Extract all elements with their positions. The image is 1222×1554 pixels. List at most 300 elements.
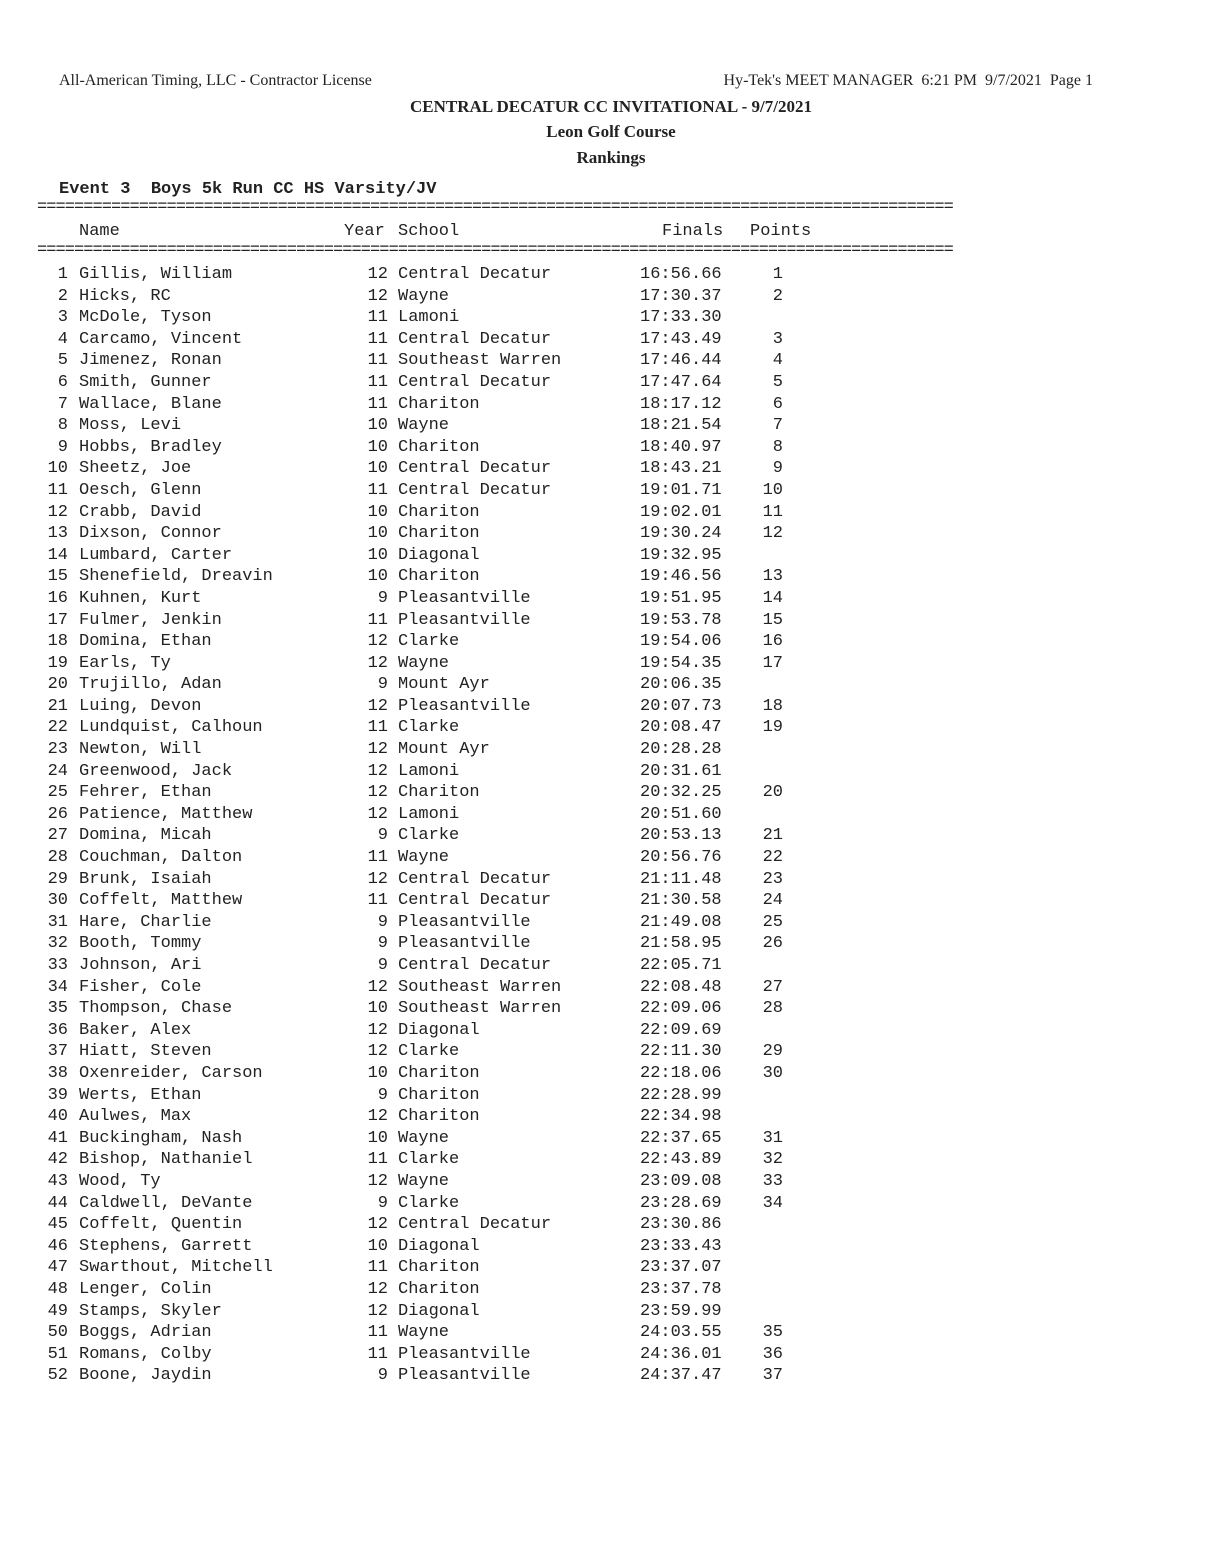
result-row — [0, 1149, 900, 1171]
result-name: Greenwood, Jack — [79, 761, 233, 781]
result-row — [0, 264, 900, 286]
result-year: 11 — [367, 610, 388, 630]
result-school: Central Decatur — [398, 480, 552, 500]
result-year: 11 — [367, 480, 388, 500]
result-points: 4 — [772, 351, 783, 371]
result-year: 9 — [377, 826, 388, 846]
result-row — [0, 588, 900, 610]
result-year: 11 — [367, 891, 388, 911]
result-school: Central Decatur — [398, 459, 552, 479]
col-school-header: School — [398, 222, 460, 241]
result-place: 30 — [47, 891, 68, 911]
result-points: 15 — [762, 610, 783, 630]
result-school: Clarke — [398, 1150, 460, 1170]
result-points: 14 — [762, 588, 783, 608]
result-name: Aulwes, Max — [79, 1107, 192, 1127]
result-school: Clarke — [398, 1193, 460, 1213]
result-name: Lenger, Colin — [79, 1279, 212, 1299]
result-place: 21 — [47, 696, 68, 716]
result-name: Smith, Gunner — [79, 372, 212, 392]
result-time: 17:43.49 — [640, 329, 722, 349]
result-name: Caldwell, DeVante — [79, 1193, 253, 1213]
result-row — [0, 610, 900, 632]
result-time: 23:37.78 — [640, 1279, 722, 1299]
result-time: 19:53.78 — [640, 610, 722, 630]
result-place: 22 — [47, 718, 68, 738]
result-row — [0, 912, 900, 934]
result-time: 24:37.47 — [640, 1366, 722, 1386]
result-name: Jimenez, Ronan — [79, 351, 222, 371]
result-row — [0, 847, 900, 869]
result-year: 9 — [377, 934, 388, 954]
results-table — [0, 264, 900, 1387]
result-time: 19:02.01 — [640, 502, 722, 522]
result-school: Chariton — [398, 1063, 480, 1083]
result-place: 10 — [47, 459, 68, 479]
result-row — [0, 955, 900, 977]
result-row — [0, 1193, 900, 1215]
result-time: 19:54.06 — [640, 632, 722, 652]
result-year: 11 — [367, 1323, 388, 1343]
result-name: Lundquist, Calhoun — [79, 718, 263, 738]
result-name: Moss, Levi — [79, 416, 182, 436]
result-place: 23 — [47, 740, 68, 760]
result-school: Diagonal — [398, 1301, 480, 1321]
result-name: Wallace, Blane — [79, 394, 222, 414]
result-place: 45 — [47, 1215, 68, 1235]
result-time: 20:56.76 — [640, 848, 722, 868]
result-name: Oxenreider, Carson — [79, 1063, 263, 1083]
result-place: 38 — [47, 1063, 68, 1083]
result-place: 35 — [47, 999, 68, 1019]
result-school: Wayne — [398, 848, 450, 868]
result-points: 13 — [762, 567, 783, 587]
result-place: 50 — [47, 1323, 68, 1343]
result-year: 11 — [367, 848, 388, 868]
result-name: Fehrer, Ethan — [79, 783, 212, 803]
result-school: Chariton — [398, 1258, 480, 1278]
result-school: Chariton — [398, 524, 480, 544]
result-points: 16 — [762, 632, 783, 652]
result-points: 9 — [772, 459, 783, 479]
result-place: 13 — [47, 524, 68, 544]
result-row — [0, 286, 900, 308]
result-year: 10 — [367, 999, 388, 1019]
result-year: 10 — [367, 502, 388, 522]
result-time: 18:21.54 — [640, 416, 722, 436]
result-row — [0, 1085, 900, 1107]
result-points: 6 — [772, 394, 783, 414]
result-name: Romans, Colby — [79, 1344, 212, 1364]
result-name: Hicks, RC — [79, 286, 171, 306]
result-points: 2 — [772, 286, 783, 306]
result-school: Wayne — [398, 416, 450, 436]
result-row — [0, 1257, 900, 1279]
result-points: 36 — [762, 1344, 783, 1364]
result-year: 12 — [367, 632, 388, 652]
result-school: Clarke — [398, 826, 460, 846]
result-row — [0, 674, 900, 696]
result-place: 7 — [57, 394, 68, 414]
result-time: 17:46.44 — [640, 351, 722, 371]
result-year: 12 — [367, 286, 388, 306]
result-points: 20 — [762, 783, 783, 803]
result-year: 11 — [367, 1258, 388, 1278]
result-row — [0, 523, 900, 545]
result-place: 44 — [47, 1193, 68, 1213]
result-year: 11 — [367, 394, 388, 414]
result-school: Southeast Warren — [398, 999, 562, 1019]
result-place: 52 — [47, 1366, 68, 1386]
result-name: Kuhnen, Kurt — [79, 588, 202, 608]
result-row — [0, 1344, 900, 1366]
report-title: Rankings — [576, 148, 646, 167]
result-year: 12 — [367, 653, 388, 673]
result-row — [0, 653, 900, 675]
result-year: 9 — [377, 1193, 388, 1213]
result-time: 17:47.64 — [640, 372, 722, 392]
result-school: Wayne — [398, 1171, 450, 1191]
result-school: Central Decatur — [398, 1215, 552, 1235]
result-place: 31 — [47, 912, 68, 932]
result-name: Brunk, Isaiah — [79, 869, 212, 889]
result-time: 22:05.71 — [640, 956, 722, 975]
result-points: 30 — [762, 1063, 783, 1083]
result-name: Luing, Devon — [79, 696, 202, 716]
result-row — [0, 307, 900, 329]
result-time: 17:30.37 — [640, 286, 722, 306]
result-time: 22:08.48 — [640, 977, 722, 997]
result-time: 18:40.97 — [640, 437, 722, 457]
venue-title: Leon Golf Course — [546, 122, 676, 141]
result-time: 20:28.28 — [640, 740, 722, 760]
result-time: 18:43.21 — [640, 459, 722, 479]
result-points: 32 — [762, 1150, 783, 1170]
result-year: 10 — [367, 1128, 388, 1148]
result-row — [0, 545, 900, 567]
event-heading: Event 3 Boys 5k Run CC HS Varsity/JV — [59, 180, 437, 199]
result-row — [0, 717, 900, 739]
result-points: 29 — [762, 1042, 783, 1062]
result-year: 10 — [367, 459, 388, 479]
result-school: Central Decatur — [398, 869, 552, 889]
result-points: 23 — [762, 869, 783, 889]
result-row — [0, 437, 900, 459]
result-year: 11 — [367, 351, 388, 371]
result-school: Clarke — [398, 718, 460, 738]
result-row — [0, 1301, 900, 1323]
result-school: Clarke — [398, 1042, 460, 1062]
result-school: Chariton — [398, 1107, 480, 1127]
result-school: Pleasantville — [398, 1344, 531, 1364]
result-school: Mount Ayr — [398, 675, 490, 695]
result-place: 40 — [47, 1107, 68, 1127]
result-row — [0, 415, 900, 437]
result-school: Lamoni — [398, 761, 460, 781]
result-name: Sheetz, Joe — [79, 459, 192, 479]
result-name: Dixson, Connor — [79, 524, 222, 544]
result-place: 12 — [47, 502, 68, 522]
result-name: Oesch, Glenn — [79, 480, 202, 500]
result-name: Couchman, Dalton — [79, 848, 243, 868]
result-school: Diagonal — [398, 1236, 480, 1256]
result-year: 12 — [367, 869, 388, 889]
result-place: 39 — [47, 1085, 68, 1105]
result-name: Lumbard, Carter — [79, 545, 233, 565]
result-row — [0, 394, 900, 416]
result-row — [0, 1365, 900, 1387]
result-time: 19:32.95 — [640, 545, 722, 565]
result-name: Domina, Ethan — [79, 632, 212, 652]
result-time: 23:28.69 — [640, 1193, 722, 1213]
result-name: Coffelt, Quentin — [79, 1215, 243, 1235]
result-year: 10 — [367, 1063, 388, 1083]
col-year-header: Year — [344, 222, 385, 241]
result-row — [0, 1020, 900, 1042]
result-school: Clarke — [398, 632, 460, 652]
result-name: Crabb, David — [79, 502, 202, 522]
result-row — [0, 977, 900, 999]
result-time: 23:37.07 — [640, 1258, 722, 1278]
result-name: Fulmer, Jenkin — [79, 610, 222, 630]
result-place: 29 — [47, 869, 68, 889]
result-name: Hare, Charlie — [79, 912, 212, 932]
result-place: 42 — [47, 1150, 68, 1170]
result-name: Shenefield, Dreavin — [79, 567, 273, 587]
result-year: 10 — [367, 437, 388, 457]
result-school: Central Decatur — [398, 329, 552, 349]
result-row — [0, 825, 900, 847]
result-time: 23:33.43 — [640, 1236, 722, 1256]
result-time: 20:32.25 — [640, 783, 722, 803]
result-name: Swarthout, Mitchell — [79, 1258, 273, 1278]
result-row — [0, 739, 900, 761]
result-name: Boggs, Adrian — [79, 1323, 212, 1343]
result-points: 25 — [762, 912, 783, 932]
result-time: 24:03.55 — [640, 1323, 722, 1343]
result-year: 9 — [377, 588, 388, 608]
result-year: 9 — [377, 1366, 388, 1386]
result-place: 27 — [47, 826, 68, 846]
result-year: 9 — [377, 1085, 388, 1105]
result-name: Newton, Will — [79, 740, 202, 760]
result-points: 7 — [772, 416, 783, 436]
header-license: All-American Timing, LLC - Contractor License — [59, 72, 372, 89]
result-school: Wayne — [398, 653, 450, 673]
result-name: Johnson, Ari — [79, 956, 202, 975]
result-time: 22:37.65 — [640, 1128, 722, 1148]
result-school: Lamoni — [398, 308, 460, 328]
result-school: Chariton — [398, 567, 480, 587]
result-time: 23:30.86 — [640, 1215, 722, 1235]
result-time: 22:43.89 — [640, 1150, 722, 1170]
result-time: 23:59.99 — [640, 1301, 722, 1321]
result-school: Chariton — [398, 437, 480, 457]
result-place: 43 — [47, 1171, 68, 1191]
result-place: 33 — [47, 956, 68, 975]
result-time: 19:46.56 — [640, 567, 722, 587]
result-points: 12 — [762, 524, 783, 544]
result-place: 41 — [47, 1128, 68, 1148]
result-place: 6 — [57, 372, 68, 392]
result-name: Wood, Ty — [79, 1171, 161, 1191]
result-name: Stephens, Garrett — [79, 1236, 253, 1256]
result-year: 12 — [367, 740, 388, 760]
result-time: 21:30.58 — [640, 891, 722, 911]
result-time: 21:11.48 — [640, 869, 722, 889]
result-row — [0, 1171, 900, 1193]
result-name: Domina, Micah — [79, 826, 212, 846]
result-year: 12 — [367, 1171, 388, 1191]
result-name: Booth, Tommy — [79, 934, 202, 954]
result-place: 34 — [47, 977, 68, 997]
result-name: Bishop, Nathaniel — [79, 1150, 253, 1170]
result-school: Lamoni — [398, 804, 460, 824]
result-year: 10 — [367, 416, 388, 436]
result-school: Pleasantville — [398, 912, 531, 932]
result-time: 22:18.06 — [640, 1063, 722, 1083]
result-place: 8 — [57, 416, 68, 436]
result-year: 12 — [367, 696, 388, 716]
result-name: Patience, Matthew — [79, 804, 253, 824]
result-year: 10 — [367, 567, 388, 587]
result-school: Chariton — [398, 1085, 480, 1105]
result-place: 32 — [47, 934, 68, 954]
result-school: Central Decatur — [398, 372, 552, 392]
result-place: 16 — [47, 588, 68, 608]
result-place: 5 — [57, 351, 68, 371]
result-year: 11 — [367, 1344, 388, 1364]
result-row — [0, 502, 900, 524]
result-points: 37 — [762, 1366, 783, 1386]
result-row — [0, 566, 900, 588]
result-row — [0, 1128, 900, 1150]
result-year: 12 — [367, 977, 388, 997]
result-year: 11 — [367, 329, 388, 349]
result-row — [0, 1106, 900, 1128]
result-school: Pleasantville — [398, 1366, 531, 1386]
result-name: Fisher, Cole — [79, 977, 202, 997]
result-points: 24 — [762, 891, 783, 911]
result-place: 25 — [47, 783, 68, 803]
header-meet-manager: Hy-Tek's MEET MANAGER 6:21 PM 9/7/2021 Page 1 — [723, 72, 1093, 89]
divider-top: =================================================================================================== — [37, 198, 953, 217]
result-place: 36 — [47, 1020, 68, 1040]
result-points: 8 — [772, 437, 783, 457]
result-year: 12 — [367, 804, 388, 824]
result-points: 3 — [772, 329, 783, 349]
result-name: Hobbs, Bradley — [79, 437, 222, 457]
result-time: 20:31.61 — [640, 761, 722, 781]
result-points: 35 — [762, 1323, 783, 1343]
result-school: Diagonal — [398, 1020, 480, 1040]
result-row — [0, 1322, 900, 1344]
result-school: Chariton — [398, 783, 480, 803]
result-row — [0, 458, 900, 480]
result-place: 18 — [47, 632, 68, 652]
result-row — [0, 1041, 900, 1063]
result-school: Pleasantville — [398, 588, 531, 608]
result-year: 12 — [367, 1279, 388, 1299]
result-time: 22:28.99 — [640, 1085, 722, 1105]
result-row — [0, 761, 900, 783]
result-place: 11 — [47, 480, 68, 500]
result-place: 14 — [47, 545, 68, 565]
result-school: Pleasantville — [398, 934, 531, 954]
result-year: 11 — [367, 372, 388, 392]
result-place: 9 — [57, 437, 68, 457]
result-place: 28 — [47, 848, 68, 868]
result-time: 18:17.12 — [640, 394, 722, 414]
result-year: 11 — [367, 308, 388, 328]
result-school: Chariton — [398, 394, 480, 414]
result-name: McDole, Tyson — [79, 308, 212, 328]
result-school: Southeast Warren — [398, 351, 562, 371]
result-name: Gillis, William — [79, 265, 233, 284]
result-year: 9 — [377, 675, 388, 695]
result-time: 20:08.47 — [640, 718, 722, 738]
result-points: 21 — [762, 826, 783, 846]
result-name: Carcamo, Vincent — [79, 329, 243, 349]
result-row — [0, 890, 900, 912]
result-points: 18 — [762, 696, 783, 716]
meet-title: CENTRAL DECATUR CC INVITATIONAL - 9/7/2021 — [410, 97, 812, 116]
result-year: 12 — [367, 783, 388, 803]
result-time: 19:30.24 — [640, 524, 722, 544]
result-school: Central Decatur — [398, 265, 552, 284]
result-row — [0, 631, 900, 653]
result-row — [0, 804, 900, 826]
result-place: 2 — [57, 286, 68, 306]
result-row — [0, 782, 900, 804]
result-name: Buckingham, Nash — [79, 1128, 243, 1148]
result-points: 28 — [762, 999, 783, 1019]
result-points: 34 — [762, 1193, 783, 1213]
result-points: 11 — [762, 502, 783, 522]
result-place: 46 — [47, 1236, 68, 1256]
result-school: Diagonal — [398, 545, 480, 565]
result-school: Chariton — [398, 1279, 480, 1299]
result-name: Stamps, Skyler — [79, 1301, 222, 1321]
result-place: 51 — [47, 1344, 68, 1364]
result-school: Central Decatur — [398, 891, 552, 911]
result-row — [0, 696, 900, 718]
result-year: 12 — [367, 1042, 388, 1062]
result-place: 26 — [47, 804, 68, 824]
result-points: 31 — [762, 1128, 783, 1148]
result-time: 20:07.73 — [640, 696, 722, 716]
result-row — [0, 998, 900, 1020]
result-row — [0, 350, 900, 372]
result-place: 37 — [47, 1042, 68, 1062]
result-time: 16:56.66 — [640, 265, 722, 284]
result-name: Thompson, Chase — [79, 999, 233, 1019]
result-school: Pleasantville — [398, 610, 531, 630]
result-place: 4 — [57, 329, 68, 349]
result-points: 17 — [762, 653, 783, 673]
result-place: 1 — [57, 265, 68, 284]
result-year: 12 — [367, 761, 388, 781]
result-points: 5 — [772, 372, 783, 392]
result-place: 24 — [47, 761, 68, 781]
result-school: Wayne — [398, 286, 450, 306]
result-place: 20 — [47, 675, 68, 695]
result-time: 22:09.06 — [640, 999, 722, 1019]
result-year: 9 — [377, 912, 388, 932]
result-school: Mount Ayr — [398, 740, 490, 760]
result-time: 19:54.35 — [640, 653, 722, 673]
result-school: Pleasantville — [398, 696, 531, 716]
